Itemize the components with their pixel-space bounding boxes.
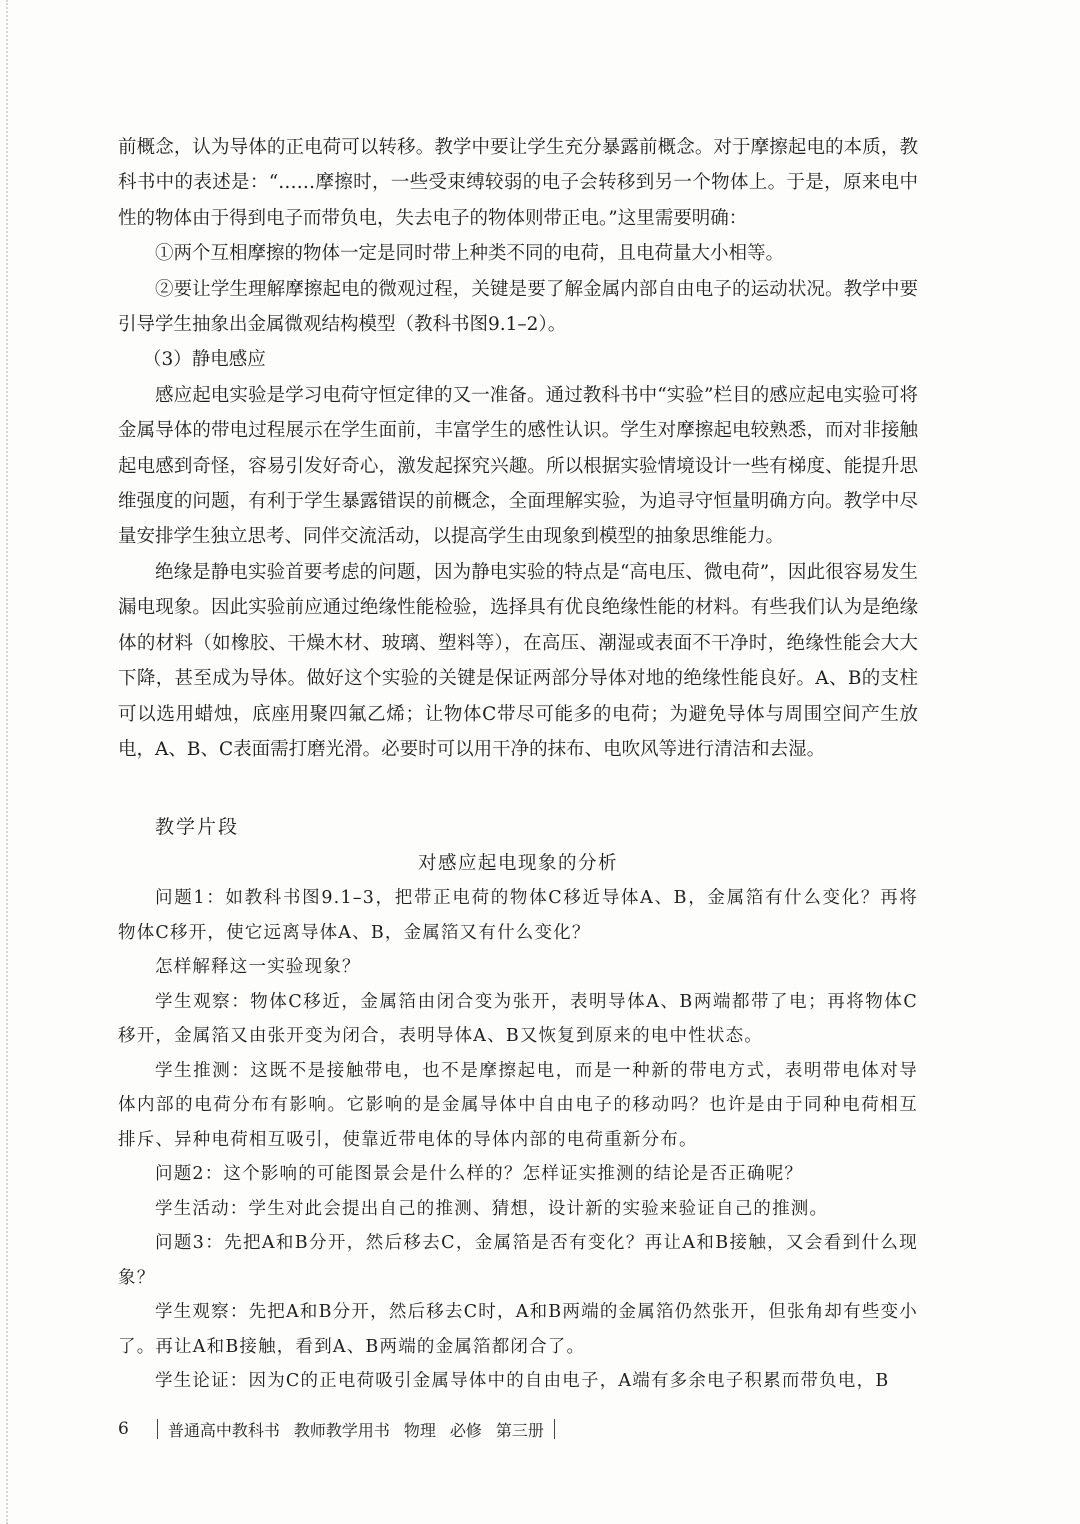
- page-footer: [118, 1416, 565, 1442]
- paragraph: 感应起电实验是学习电荷守恒定律的又一准备。通过教科书中“实验”栏目的感应起电实验可将金属导体的带电过程展示在学生面前，丰富学生的感性认识。学生对摩擦起电较熟悉，而对非接触起电感到奇怪，容易引发好奇心，激发起探究兴趣。所以根据实验情境设计一些有梯度、能提升思维强度的问题，有利于学生暴露错误的前概念，全面理解实验，为追寻守恒量明确方向。教学中尽量安排学生独立思考、同伴交流活动，以提高学生由现象到模型的抽象思维能力。: [118, 384, 918, 548]
- paragraph: 问题3：先把A和B分开，然后移去C，金属箔是否有变化？再让A和B接触，又会看到什么现象？: [118, 1233, 918, 1288]
- divider: [554, 1419, 555, 1439]
- paragraph: 问题1：如教科书图9.1–3，把带正电荷的物体C移近导体A、B，金属箔有什么变化？再将物体C移开，使它远离导体A、B，金属箔又有什么变化？: [118, 888, 918, 943]
- paragraph: 学生活动：学生对此会提出自己的推测、猜想，设计新的实验来验证自己的推测。: [155, 1198, 829, 1219]
- paragraph: 问题2：这个影响的可能图景会是什么样的？怎样证实推测的结论是否正确呢？: [155, 1164, 804, 1184]
- upper-text-block: [118, 130, 918, 767]
- footer-series: 普通高中教科书: [167, 1420, 280, 1440]
- footer-book: 教师教学用书: [293, 1420, 390, 1440]
- paragraph: 学生观察：物体C移近，金属箔由闭合变为张开，表明导体A、B两端都带了电；再将物体C移开，金属箔又由张开变为闭合，表明导体A、B又恢复到原来的电中性状态。: [118, 991, 918, 1046]
- paragraph: ①两个互相摩擦的物体一定是同时带上种类不同的电荷，且电荷量大小相等。: [155, 243, 785, 265]
- binding-edge: [6, 0, 8, 1524]
- paragraph: 学生观察：先把A和B分开，然后移去C时，A和B两端的金属箔仍然张开，但张角却有些变小了。再让A和B接触，看到A、B两端的金属箔都闭合了。: [118, 1302, 918, 1357]
- fragment-label: 教学片段: [155, 816, 240, 838]
- paragraph: 绝缘是静电实验首要考虑的问题，因为静电实验的特点是“高电压、微电荷”，因此很容易发生漏电现象。因此实验前应通过绝缘性能检验，选择具有优良绝缘性能的材料。有些我们认为是绝缘体的材料（如橡胶、干燥木材、玻璃、塑料等），在高压、潮湿或表面不干净时，绝缘性能会大大下降，甚至成为导体。做好这个实验的关键是保证两部分导体对地的绝缘性能良好。A、B的支柱可以选用蜡烛，底座用聚四氟乙烯；让物体C带尽可能多的电荷；为避免导体与周围空间产生放电，A、B、C表面需打磨光滑。必要时可以用干净的抹布、电吹风等进行清洁和去湿。: [118, 561, 918, 760]
- page-number: 6: [118, 1419, 129, 1439]
- paragraph: ②要让学生理解摩擦起电的微观过程，关键是要了解金属内部自由电子的运动状况。教学中要引导学生抽象出金属微观结构模型（教科书图9.1–2）。: [118, 278, 918, 336]
- fragment-title: 对感应起电现象的分析: [417, 852, 618, 874]
- teaching-fragment: [118, 810, 918, 1399]
- section-heading: （3）静电感应: [143, 349, 266, 371]
- divider: [157, 1419, 158, 1439]
- paragraph: 怎样解释这一实验现象？: [155, 957, 361, 977]
- paragraph: 前概念，认为导体的正电荷可以转移。教学中要让学生充分暴露前概念。对于摩擦起电的本质，教科书中的表述是：“……摩擦时，一些受束缚较弱的电子会转移到另一个物体上。于是，原来电中性的物体由于得到电子而带负电，失去电子的物体则带正电。”这里需要明确：: [118, 137, 918, 229]
- paragraph: 学生推测：这既不是接触带电，也不是摩擦起电，而是一种新的带电方式，表明带电体对导体内部的电荷分布有影响。它影响的是金属导体中自由电子的移动吗？也许是由于同种电荷相互排斥、异种电荷相互吸引，使靠近带电体的导体内部的电荷重新分布。: [118, 1060, 918, 1150]
- footer-level: 必修: [449, 1420, 482, 1440]
- footer-volume: 第三册: [495, 1420, 544, 1440]
- paragraph: 学生论证：因为C的正电荷吸引金属导体中的自由电子，A端有多余电子积累而带负电，B: [155, 1371, 890, 1391]
- footer-subject: 物理: [403, 1420, 436, 1440]
